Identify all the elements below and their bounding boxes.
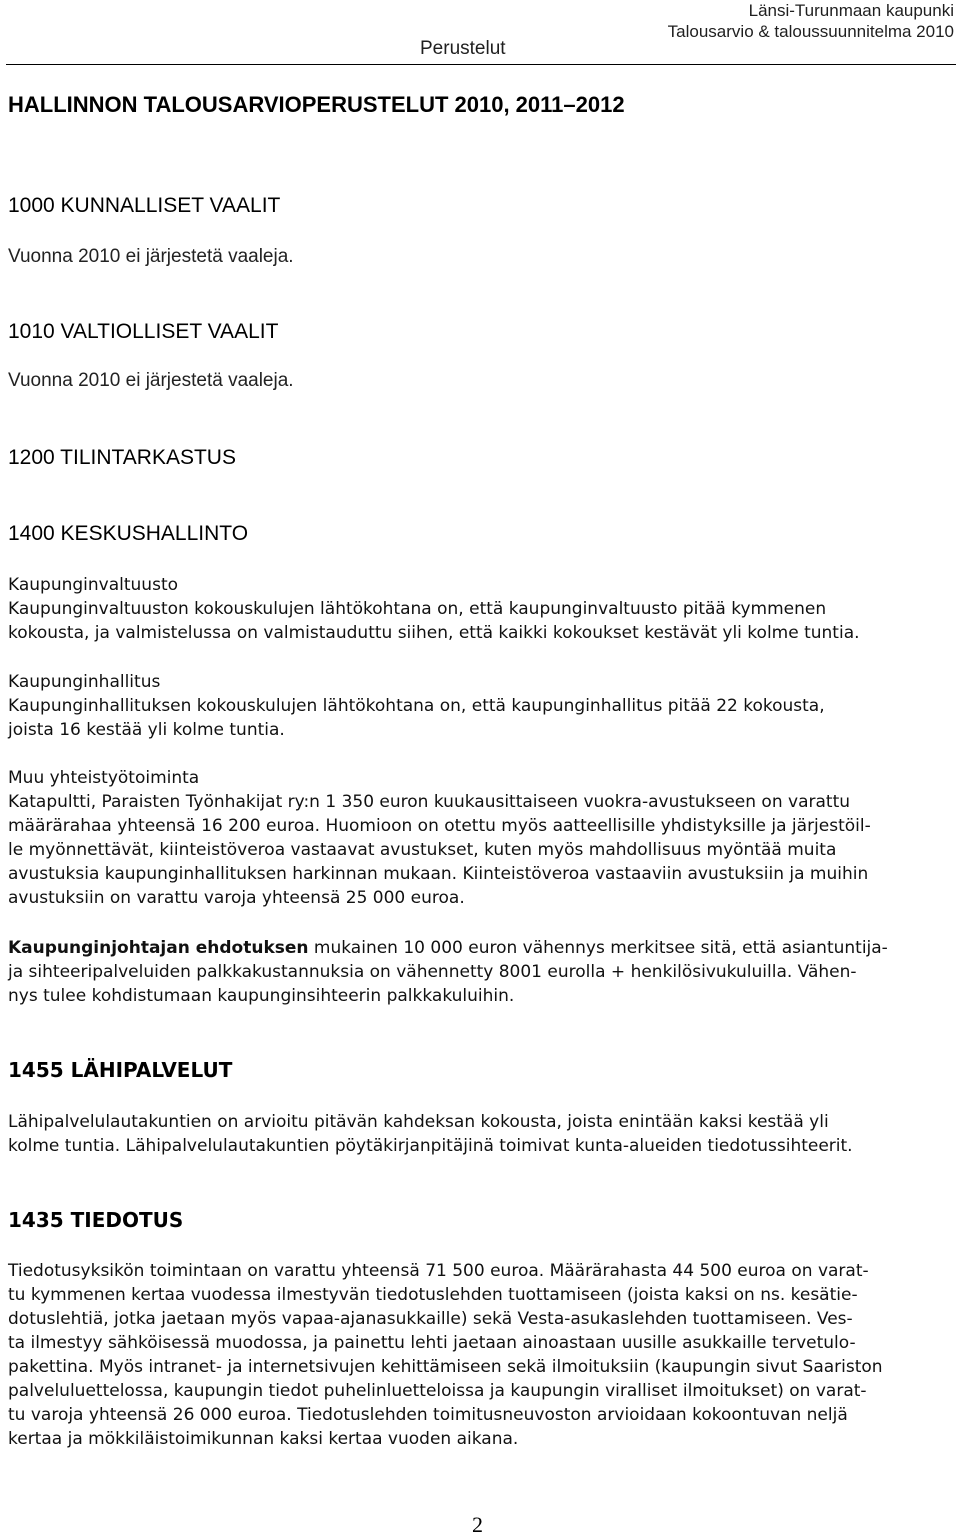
paragraph-line: ja sihteeripalveluiden palkkakustannuksia on vähennetty 8001 eurolla + henkilösivukuluilla. Vähen-: [8, 962, 857, 982]
subheading: Muu yhteistyötoiminta: [8, 768, 200, 788]
paragraph-line: tu kymmenen kertaa vuodessa ilmestyvän tiedotuslehden tuottamiseen (joista kaksi on ns. kesätie-: [8, 1285, 858, 1305]
paragraph-line: le myönnettävät, kiinteistöveroa vastaavat avustukset, kuten myös mahdollisuus myöntää muita: [8, 840, 837, 860]
page-number: 2: [472, 1512, 483, 1537]
paragraph-line: nys tulee kohdistumaan kaupunginsihteerin palkkakuluihin.: [8, 986, 515, 1006]
paragraph-line: Katapultti, Paraisten Työnhakijat ry:n 1 350 euron kuukausittaiseen vuokra-avustukseen on varattu: [8, 792, 851, 812]
running-header-section: Perustelut: [420, 38, 506, 59]
heading-1400: 1400 KESKUSHALLINTO: [8, 522, 249, 545]
paragraph-line: avustuksiin on varattu varoja yhteensä 25 000 euroa.: [8, 888, 465, 908]
paragraph-line: avustuksia kaupunginhallituksen harkinnan mukaan. Kiinteistöveroa vastaaviin avustuksiin ja muihin: [8, 864, 869, 884]
running-header-org: Länsi-Turunmaan kaupunki: [748, 1, 954, 20]
paragraph-line: Tiedotusyksikön toimintaan on varattu yhteensä 71 500 euroa. Määrärahasta 44 500 euroa on varat-: [8, 1261, 869, 1281]
text-1010: Vuonna 2010 ei järjestetä vaaleja.: [8, 370, 294, 391]
paragraph-line: kertaa ja mökkiläistoimikunnan kaksi kertaa vuoden aikana.: [8, 1429, 519, 1449]
block-proposal: [8, 936, 938, 1008]
running-header-doc: Talousarvio & taloussuunnitelma 2010: [667, 22, 954, 41]
paragraph-line: palveluluettelossa, kaupungin tiedot puhelinluetteloissa ja kaupungin viralliset ilmoitukset) on varat-: [8, 1381, 867, 1401]
heading-1000: 1000 KUNNALLISET VAALIT: [8, 194, 281, 217]
block-muu-yhteistyotoiminta: [8, 766, 938, 910]
paragraph-line: dotuslehtiä, jotka jaetaan myös vapaa-ajanasukkaille) sekä Vesta-asukaslehden tuottamiseen. Ves-: [8, 1309, 853, 1329]
paragraph-line: ta ilmestyy sähköisessä muodossa, ja painettu lehti jaetaan ainoastaan uusille asukkaille tervetulo-: [8, 1333, 856, 1353]
heading-1455: 1455 LÄHIPALVELUT: [8, 1058, 233, 1082]
paragraph-line: kolme tuntia. Lähipalvelulautakuntien pöytäkirjanpitäjinä toimivat kunta-alueiden tiedotussihteerit.: [8, 1136, 853, 1156]
paragraph-line: tu varoja yhteensä 26 000 euroa. Tiedotuslehden toimitusneuvoston arvioidaan kokoontuvan neljä: [8, 1405, 848, 1425]
block-1435: [8, 1259, 938, 1451]
page-title: HALLINNON TALOUSARVIOPERUSTELUT 2010, 2011–2012: [8, 92, 625, 117]
paragraph-line: [8, 936, 938, 960]
proposal-bold-lead: Kaupunginjohtajan ehdotuksen: [8, 938, 309, 958]
paragraph-line: pakettina. Myös intranet- ja internetsivujen kehittämiseen sekä ilmoituksiin (kaupungin sivut Saariston: [8, 1357, 883, 1377]
paragraph-line: Kaupunginhallituksen kokouskulujen lähtökohtana on, että kaupunginhallitus pitää 22 kokousta,: [8, 696, 825, 716]
paragraph-line: Lähipalvelulautakuntien on arvioitu pitävän kahdeksan kokousta, joista enintään kaksi kestää yli: [8, 1112, 829, 1132]
paragraph-line: kokousta, ja valmistelussa on valmistauduttu siihen, että kaikki kokoukset kestävät yli kolme tuntia.: [8, 623, 860, 643]
subheading: Kaupunginhallitus: [8, 672, 161, 692]
paragraph-line: joista 16 kestää yli kolme tuntia.: [8, 720, 285, 740]
proposal-first-line: mukainen 10 000 euron vähennys merkitsee sitä, että asiantuntija-: [308, 938, 888, 958]
heading-1010: 1010 VALTIOLLISET VAALIT: [8, 320, 279, 343]
block-1455: [8, 1110, 938, 1158]
paragraph-line: määrärahaa yhteensä 16 200 euroa. Huomioon on otettu myös aatteellisille yhdistyksille ja järjestöil-: [8, 816, 871, 836]
running-header-right: [668, 0, 954, 42]
heading-1200: 1200 TILINTARKASTUS: [8, 446, 236, 469]
subheading: Kaupunginvaltuusto: [8, 575, 179, 595]
paragraph-line: Kaupunginvaltuuston kokouskulujen lähtökohtana on, että kaupunginvaltuusto pitää kymmenen: [8, 599, 827, 619]
heading-1435: 1435 TIEDOTUS: [8, 1208, 184, 1232]
block-kaupunginhallitus: [8, 670, 938, 742]
header-rule: [6, 64, 956, 65]
block-kaupunginvaltuusto: [8, 573, 938, 645]
text-1000: Vuonna 2010 ei järjestetä vaaleja.: [8, 246, 294, 267]
